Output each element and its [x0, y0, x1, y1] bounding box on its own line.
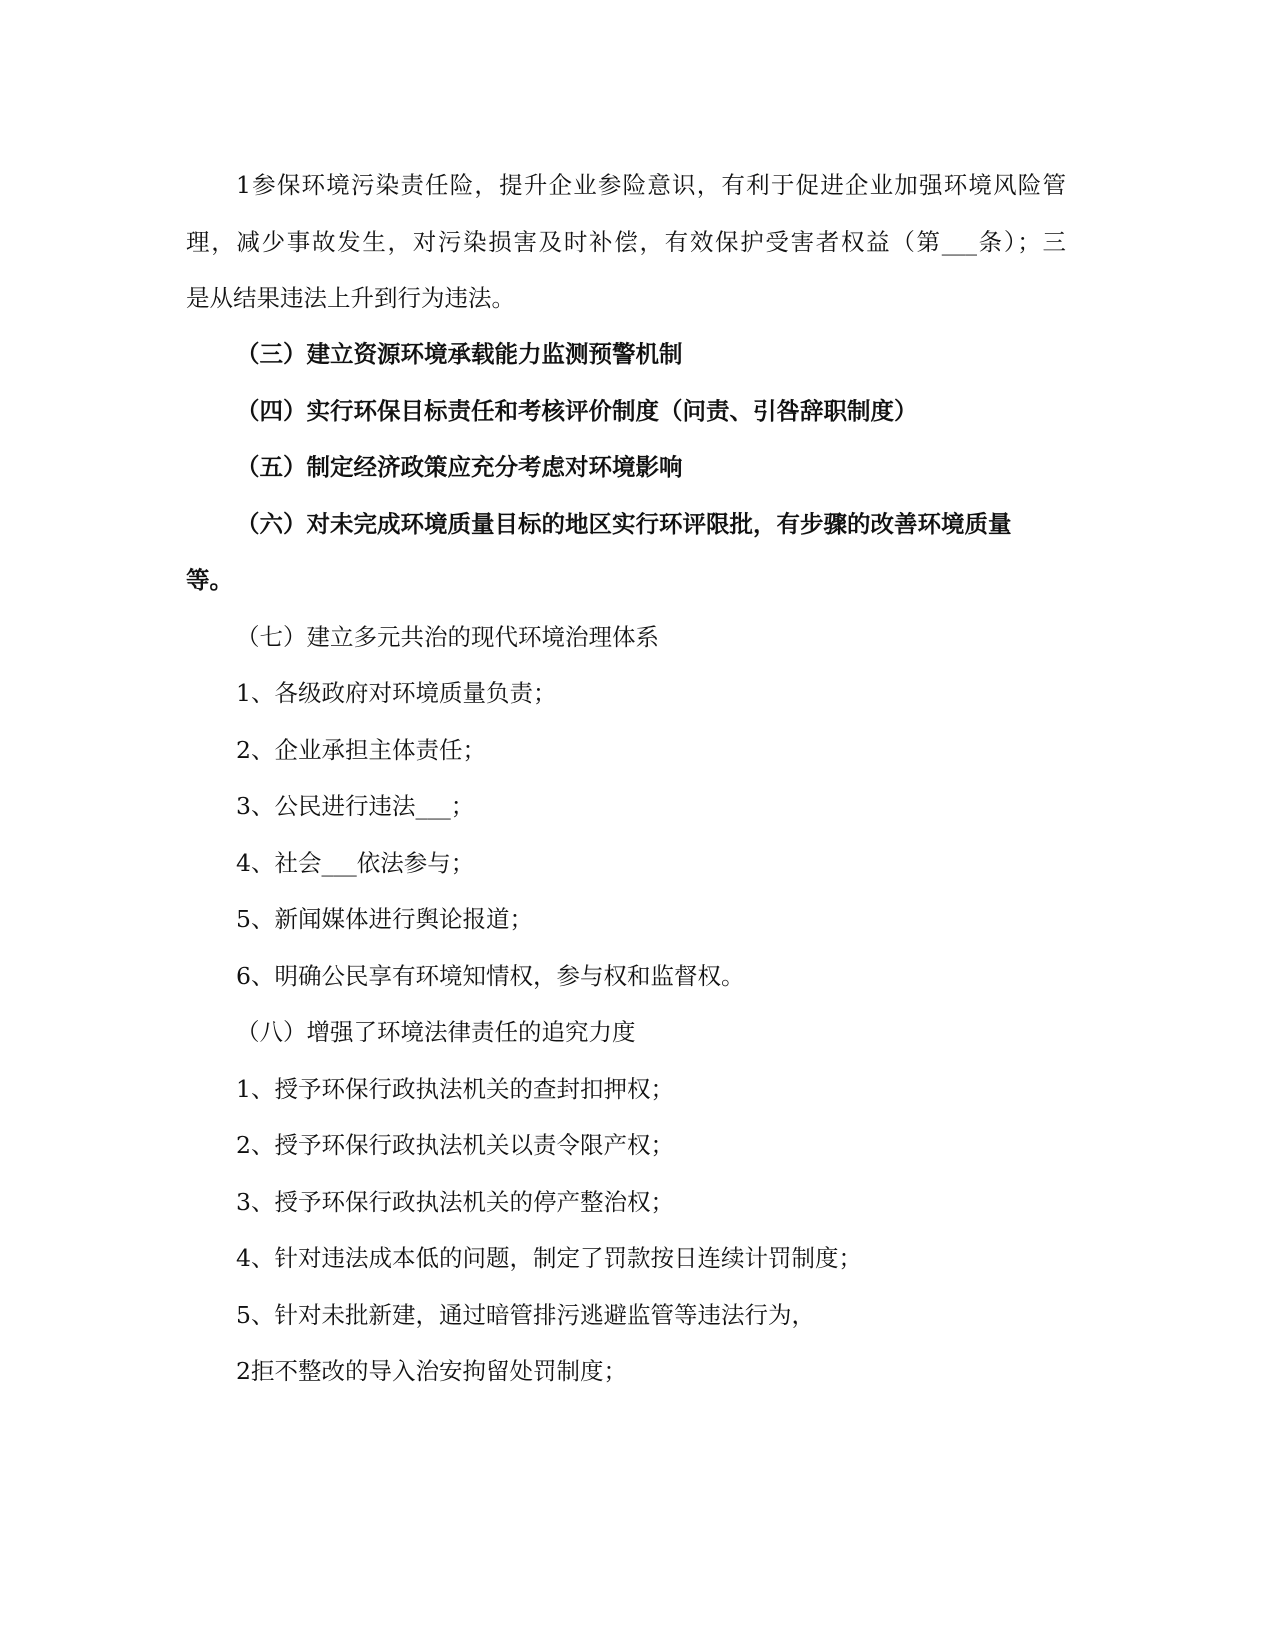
section-heading-3: （三）建立资源环境承载能力监测预警机制 [236, 340, 683, 368]
list-item: 5、新闻媒体进行舆论报道； [236, 905, 533, 933]
paragraph-last-line: 2拒不整改的导入治安拘留处罚制度； [236, 1357, 627, 1385]
list-item: 6、明确公民享有环境知情权，参与权和监督权。 [236, 962, 745, 990]
section-heading-8: （八）增强了环境法律责任的追究力度 [236, 1018, 636, 1046]
list-item: 3、公民进行违法___； [236, 792, 475, 820]
paragraph-line-2: 理，减少事故发生，对污染损害及时补偿，有效保护受害者权益（第___条）；三 [186, 228, 1066, 256]
section-heading-4: （四）实行环保目标责任和考核评价制度（问责、引咎辞职制度） [236, 397, 918, 425]
list-item: 3、授予环保行政执法机关的停产整治权； [236, 1188, 674, 1216]
list-item: 1、各级政府对环境质量负责； [236, 679, 557, 707]
section-heading-6-line-2: 等。 [186, 566, 233, 594]
paragraph-line-1: 1参保环境污染责任险，提升企业参险意识，有利于促进企业加强环境风险管 [236, 171, 1066, 199]
list-item: 1、授予环保行政执法机关的查封扣押权； [236, 1075, 674, 1103]
section-heading-6-line-1: （六）对未完成环境质量目标的地区实行环评限批，有步骤的改善环境质量 [236, 510, 1012, 538]
list-item: 5、针对未批新建，通过暗管排污逃避监管等违法行为， [236, 1301, 815, 1329]
paragraph-line-3: 是从结果违法上升到行为违法。 [186, 284, 515, 312]
list-item: 4、针对违法成本低的问题，制定了罚款按日连续计罚制度； [236, 1244, 862, 1272]
list-item: 2、企业承担主体责任； [236, 736, 486, 764]
list-item: 2、授予环保行政执法机关以责令限产权； [236, 1131, 674, 1159]
section-heading-5: （五）制定经济政策应充分考虑对环境影响 [236, 453, 683, 481]
section-heading-7: （七）建立多元共治的现代环境治理体系 [236, 623, 659, 651]
list-item: 4、社会___依法参与； [236, 849, 475, 877]
